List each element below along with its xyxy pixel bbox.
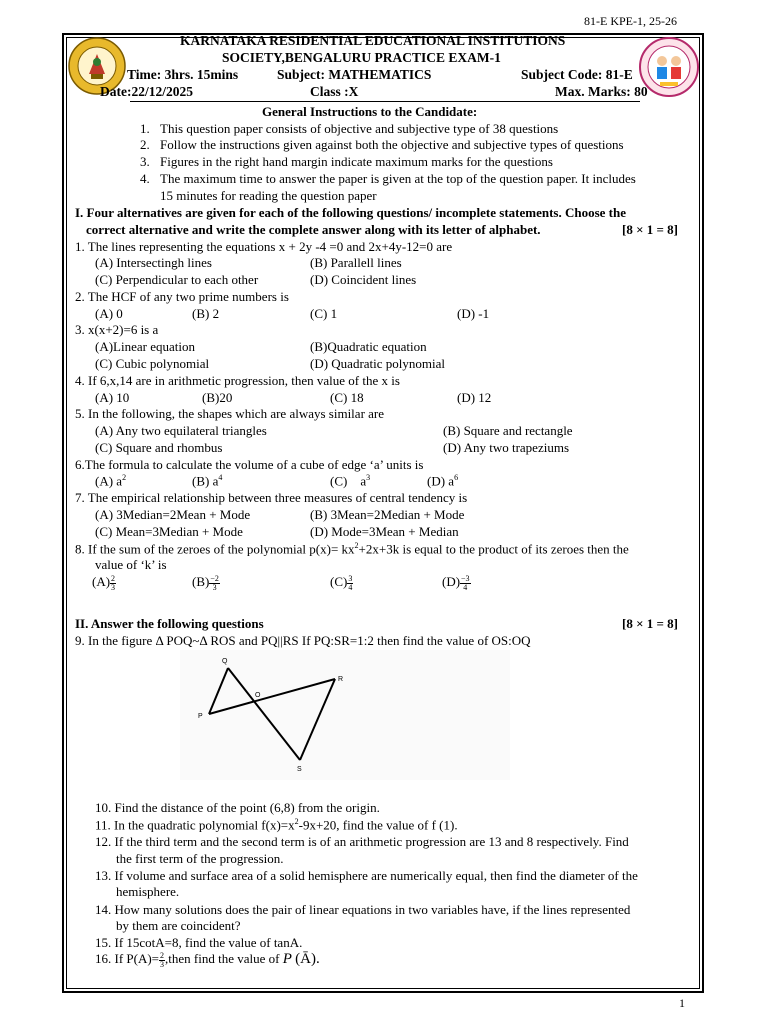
q7-option-a: (A) 3Median=2Mean + Mode (95, 507, 251, 522)
question-11: 11. In the quadratic polynomial $f(x)=x^2-9x+20$, find the value of f (1). (95, 817, 458, 833)
q5-option-d: (D) Any two trapeziums (443, 440, 570, 455)
q6-option-a: (A) $a^2$ (95, 473, 127, 489)
q5-option-a: (A) Any two equilateral triangles (95, 423, 267, 438)
instruction-item: Figures in the right hand margin indicate maximum marks for the questions (160, 154, 553, 169)
question-1: 1. The lines representing the equations x + 2y -4 =0 and 2x+4y-12=0 are (75, 239, 453, 254)
label-s: S (297, 766, 302, 773)
exam-subject: Subject: MATHEMATICS (277, 67, 432, 82)
question-10: 10. Find the distance of the point (6,8) from the origin. (95, 800, 380, 815)
q8-option-d: (D) $\frac{-3}{4}$ (442, 573, 470, 592)
question-6: 6.The formula to calculate the volume of a cube of edge ‘a’ units is (75, 457, 424, 472)
q5-option-b: (B) Square and rectangle (443, 423, 573, 438)
q1-option-c: (C) Perpendicular to each other (95, 272, 259, 287)
q7-option-d: (D) Mode=3Mean + Median (310, 524, 459, 539)
question-9: 9. In the figure Δ POQ~Δ ROS and PQ||RS If PQ:SR=1:2 then find the value of OS:OQ (75, 633, 531, 648)
page-number: 1 (679, 996, 685, 1010)
exam-class: Class :X (310, 84, 359, 99)
instruction-number: 3. (140, 154, 150, 169)
instruction-item: The maximum time to answer the paper is given at the top of the question paper. It includes (160, 171, 636, 186)
question-13: 13. If volume and surface area of a solid hemisphere are numerically equal, then find the diameter of the (95, 868, 638, 883)
label-q: Q (222, 658, 228, 665)
section1-heading: I. Four alternatives are given for each of the following questions/ incomplete statements. Choose the (75, 205, 627, 220)
q8-option-a: (A) $\frac{2}{3}$ (92, 573, 116, 592)
question-8: 8. If the sum of the zeroes of the polynomial $p(x)= kx^2+2x+3k$ is equal to the product of its zeroes then the (75, 541, 629, 557)
label-r: R (338, 676, 344, 683)
instruction-item: This question paper consists of objective and subjective type of 38 questions (160, 121, 559, 136)
section2-marks: [8 × 1 = 8] (622, 616, 678, 631)
q6-option-b: (B) $a^4$ (192, 473, 223, 489)
subject-code: Subject Code: 81-E (521, 67, 633, 82)
q7-option-c: (C) Mean=3Median + Mode (95, 524, 243, 539)
header-institution-line2: SOCIETY,BENGALURU PRACTICE EXAM-1 (222, 50, 501, 65)
header-institution-line1: KARNATAKA RESIDENTIAL EDUCATIONAL INSTITUTIONS (180, 33, 566, 48)
q6-option-c: (C) $a^3$ (330, 473, 371, 489)
question-4: 4. If 6,x,14 are in arithmetic progression, then value of the x is (75, 373, 400, 388)
q3-option-c: (C) Cubic polynomial (95, 356, 210, 371)
question-13-line2: hemisphere. (116, 884, 180, 899)
question-7: 7. The empirical relationship between three measures of central tendency is (75, 490, 468, 505)
question-2: 2. The HCF of any two prime numbers is (75, 289, 289, 304)
q2-option-a: (A) 0 (95, 306, 123, 321)
max-marks: Max. Marks: 80 (555, 84, 648, 99)
q2-option-c: (C) 1 (310, 306, 338, 321)
question-12: 12. If the third term and the second term is of an arithmetic progression are 13 and 8 respectively. Find (95, 834, 629, 849)
instruction-number: 4. (140, 171, 150, 186)
q1-option-d: (D) Coincident lines (310, 272, 417, 287)
q1-option-a: (A) Intersectingh lines (95, 255, 212, 270)
question-15: 15. If 15cotA=8, find the value of tanA. (95, 935, 303, 950)
header-divider (130, 101, 640, 102)
paper-code: 81-E KPE-1, 25-26 (584, 14, 677, 28)
exam-date: Date:22/12/2025 (100, 84, 193, 99)
instruction-item: Follow the instructions given against both the objective and subjective types of questions (160, 137, 624, 152)
instruction-number: 1. (140, 121, 150, 136)
q4-option-a: (A) 10 (95, 390, 130, 405)
q8-option-b: (B) $\frac{-2}{3}$ (192, 573, 219, 592)
label-o: O (255, 692, 261, 699)
q6-option-d: (D) $a^6$ (427, 473, 459, 489)
section1-marks: [8 × 1 = 8] (622, 222, 678, 237)
q4-option-b: (B)20 (202, 390, 233, 405)
section1-heading-line2: correct alternative and write the complete answer along with its letter of alphabet. (86, 222, 541, 237)
instruction-item: 15 minutes for reading the question paper (160, 188, 377, 203)
q3-option-d: (D) Quadratic polynomial (310, 356, 446, 371)
label-p: P (198, 713, 203, 720)
q3-option-b: (B)Quadratic equation (310, 339, 427, 354)
question-8-line2: value of ‘k’ is (95, 557, 167, 572)
instruction-number: 2. (140, 137, 150, 152)
q2-option-b: (B) 2 (192, 306, 220, 321)
q2-option-d: (D) -1 (457, 306, 490, 321)
question-3: 3. x(x+2)=6 is a (75, 322, 159, 337)
q5-option-c: (C) Square and rhombus (95, 440, 223, 455)
question-14-line2: by them are coincident? (116, 918, 241, 933)
section2-heading: II. Answer the following questions (75, 616, 264, 631)
question-14: 14. How many solutions does the pair of linear equations in two variables have, if the lines represented (95, 902, 631, 917)
exam-time: Time: 3hrs. 15mins (127, 67, 239, 82)
q7-option-b: (B) 3Mean=2Median + Mode (310, 507, 465, 522)
question-5: 5. In the following, the shapes which are always similar are (75, 406, 385, 421)
q3-option-a: (A)Linear equation (95, 339, 195, 354)
q4-option-d: (D) 12 (457, 390, 492, 405)
question-12-line2: the first term of the progression. (116, 851, 284, 866)
question-16: 16. If P(A)= $\frac{2}{3}$ ,then find the value of P (Ā). (95, 950, 320, 969)
q1-option-b: (B) Parallell lines (310, 255, 402, 270)
instructions-title: General Instructions to the Candidate: (262, 104, 478, 119)
q9-similar-triangles-figure (180, 650, 510, 780)
q8-option-c: (C) $\frac{3}{4}$ (330, 573, 353, 592)
q4-option-c: (C) 18 (330, 390, 364, 405)
